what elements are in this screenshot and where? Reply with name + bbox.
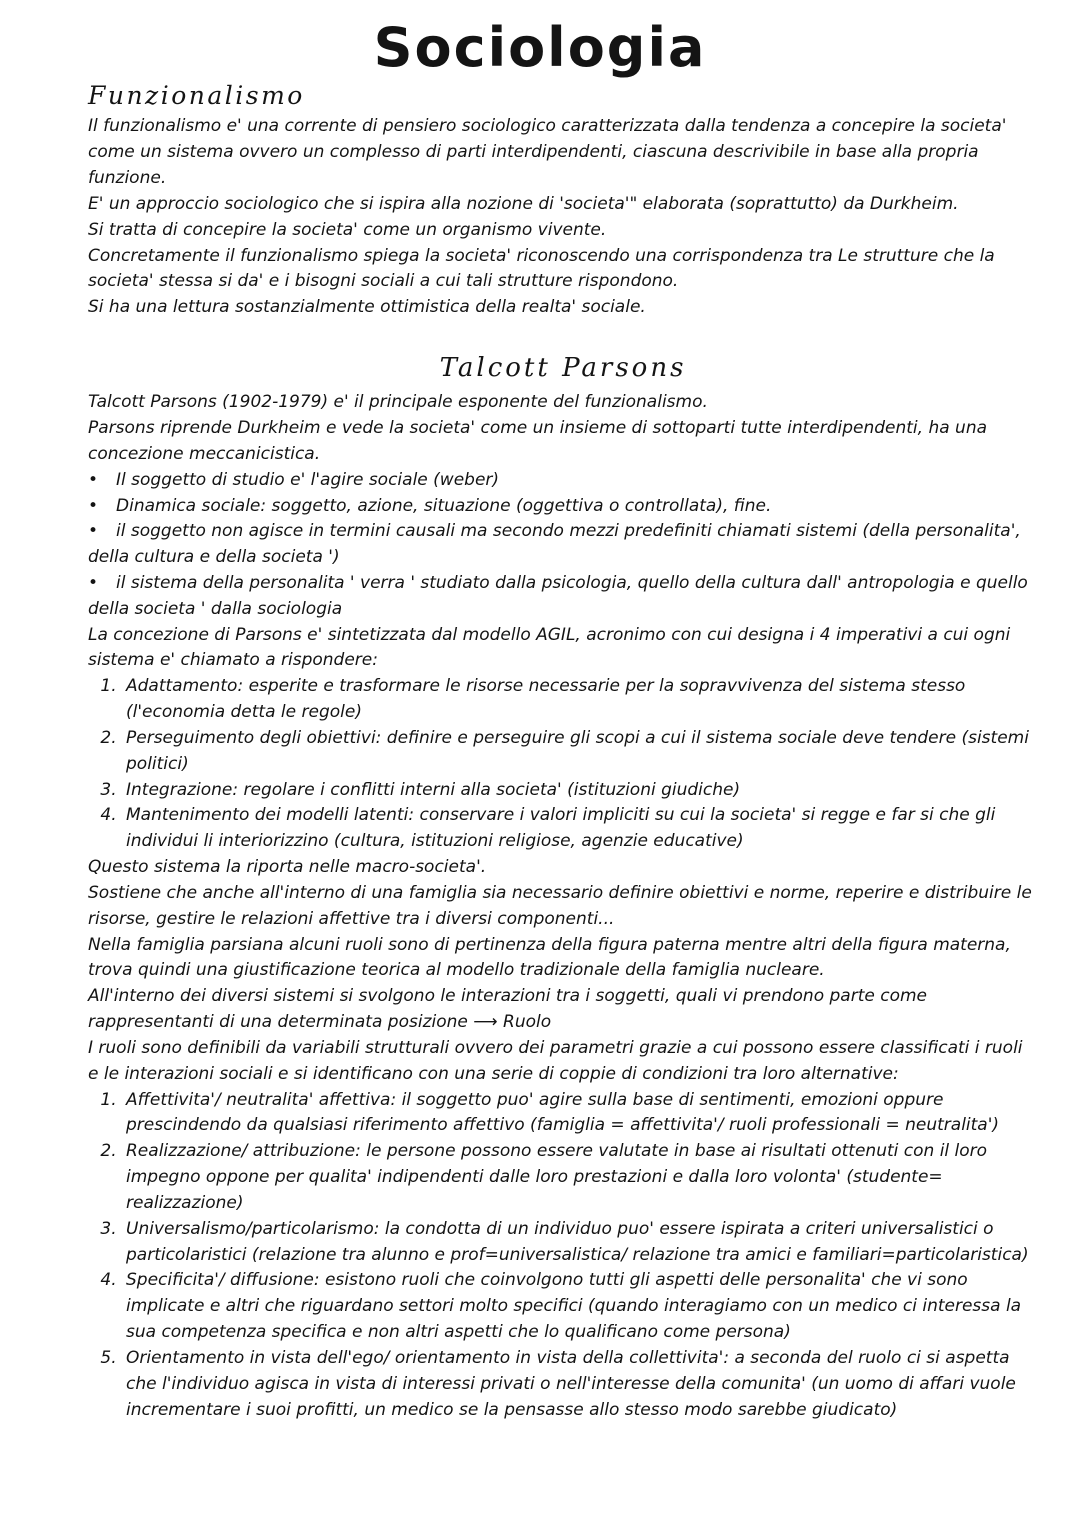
section-heading-funzionalismo: Funzionalismo xyxy=(88,81,305,111)
paragraph: Concretamente il funzionalismo spiega la societa' riconoscendo una corrispondenza tra Le strutture che la societa' stessa si da' e i bisogni sociali a cui tali strutture rispondono. xyxy=(88,245,995,292)
bullet-item-text: il sistema della personalita ' verra ' studiato dalla psicologia, quello della cultura dall' antropologia e quello della societa ' dalla sociologia xyxy=(88,573,1028,619)
list-item: 5. Orientamento in vista dell'ego/ orientamento in vista della collettivita': a seconda del ruolo ci si aspetta che l'individuo agisca in vista di interessi privati o nell'interesse della comunita' (un uomo di affari vuole incrementare i suoi profitti, un medico se la pensasse allo stesso modo sarebbe giudicato) xyxy=(122,1346,1038,1423)
paragraph: La concezione di Parsons e' sintetizzata dal modello AGIL, acronimo con cui designa i 4 imperativi a cui ogni sistema e' chiamato a rispondere: xyxy=(88,624,1011,671)
paragraph: Sostiene che anche all'interno di una famiglia sia necessario definire obiettivi e norme, reperire e distribuire le risorse, gestire le relazioni affettive tra i diversi componenti... xyxy=(88,882,1032,929)
paragraph: Si ha una lettura sostanzialmente ottimistica della realta' sociale. xyxy=(88,297,646,318)
section-heading-talcott-parsons: Talcott Parsons xyxy=(439,353,687,384)
paragraph: Talcott Parsons (1902-1979) e' il principale esponente del funzionalismo. xyxy=(88,392,708,413)
list-item: 2. Realizzazione/ attribuzione: le persone possono essere valutate in base ai risultati ottenuti con il loro impegno oppone per qualita' indipendenti dalle loro prestazioni e dalla loro volonta' (studente= realizzazione) xyxy=(122,1139,1038,1216)
paragraph: Nella famiglia parsiana alcuni ruoli sono di pertinenza della figura paterna mentre altri della figura materna, trova quindi una giustificazione teorica al modello tradizionale della famiglia nucleare. xyxy=(88,934,1011,981)
paragraph: Parsons riprende Durkheim e vede la societa' come un insieme di sottoparti tutte interdipendenti, ha una concezione meccanicistica. xyxy=(88,418,988,464)
bullet-icon: • xyxy=(88,573,99,593)
bullet-item xyxy=(88,519,1038,571)
bullet-item xyxy=(88,494,1038,520)
notes-content xyxy=(0,81,1080,1449)
list-item: 4. Mantenimento dei modelli latenti: conservare i valori impliciti su cui la societa' si regge e far si che gli individui li interiorizzino (cultura, istituzioni religiose, agenzie educative) xyxy=(122,803,1038,855)
paragraph: Il funzionalismo e' una corrente di pensiero sociologico caratterizzata dalla tendenza a concepire la societa' come un sistema ovvero un complesso di parti interdipendenti, ciascuna descrivibile in base alla propria funzione. xyxy=(88,116,1007,189)
bullet-item-text: Dinamica sociale: soggetto, azione, situazione (oggettiva o controllata), fine. xyxy=(116,495,772,516)
agil-numbered-list xyxy=(88,674,1038,855)
list-item: 3. Universalismo/particolarismo: la condotta di un individuo puo' essere ispirata a criteri universalistici o particolaristici (relazione tra alunno e prof=universalistica/ relazione tra amici e familiari=particolaristica) xyxy=(122,1217,1038,1269)
bullet-icon: • xyxy=(88,521,99,542)
paragraph: I ruoli sono definibili da variabili strutturali ovvero dei parametri grazie a cui possono essere classificati i ruoli e le interazioni sociali e si identificano con una serie di coppie di condizioni tra loro alternative: xyxy=(88,1037,1023,1084)
bullet-item-text: il soggetto non agisce in termini causali ma secondo mezzi predefiniti chiamati sistemi (della personalita', della cultura e della societa ') xyxy=(88,521,1021,568)
paragraph: Si tratta di concepire la societa' come un organismo vivente. xyxy=(88,219,607,240)
pattern-variables-numbered-list xyxy=(88,1088,1038,1424)
list-item: 4. Specificita'/ diffusione: esistono ruoli che coinvolgono tutti gli aspetti delle personalita' che vi sono implicate e altri che riguardano settori molto specifici (quando interagiamo con un medico ci interessa la sua competenza specifica e non altri aspetti che lo qualificano come persona) xyxy=(122,1268,1038,1345)
list-item: 1. Adattamento: esperite e trasformare le risorse necessarie per la sopravvivenza del sistema stesso (l'economia detta le regole) xyxy=(122,674,1038,726)
bullet-item-text: Il soggetto di studio e' l'agire sociale (weber) xyxy=(116,469,500,490)
list-item: 3. Integrazione: regolare i conflitti interni alla societa' (istituzioni giudiche) xyxy=(122,778,1038,804)
bullet-icon: • xyxy=(88,469,99,490)
paragraph: All'interno dei diversi sistemi si svolgono le interazioni tra i soggetti, quali vi prendono parte come rappresentanti di una determinata posizione ⟶ Ruolo xyxy=(88,986,927,1033)
bullet-icon: • xyxy=(88,495,99,516)
paragraph: E' un approccio sociologico che si ispira alla nozione di 'societa'" elaborata (soprattutto) da Durkheim. xyxy=(88,193,959,214)
bullet-item xyxy=(88,468,1038,494)
page-title: Sociologia xyxy=(373,16,707,79)
paragraph: Questo sistema la riporta nelle macro-societa'. xyxy=(88,857,487,878)
list-item: 1. Affettivita'/ neutralita' affettiva: il soggetto puo' agire sulla base di sentimenti, emozioni oppure prescindendo da qualsiasi riferimento affettivo (famiglia = affettivita'/ ruoli professionali = neutralita') xyxy=(122,1088,1038,1140)
list-item: 2. Perseguimento degli obiettivi: definire e perseguire gli scopi a cui il sistema sociale deve tendere (sistemi politici) xyxy=(122,726,1038,778)
bullet-item xyxy=(88,571,1038,623)
